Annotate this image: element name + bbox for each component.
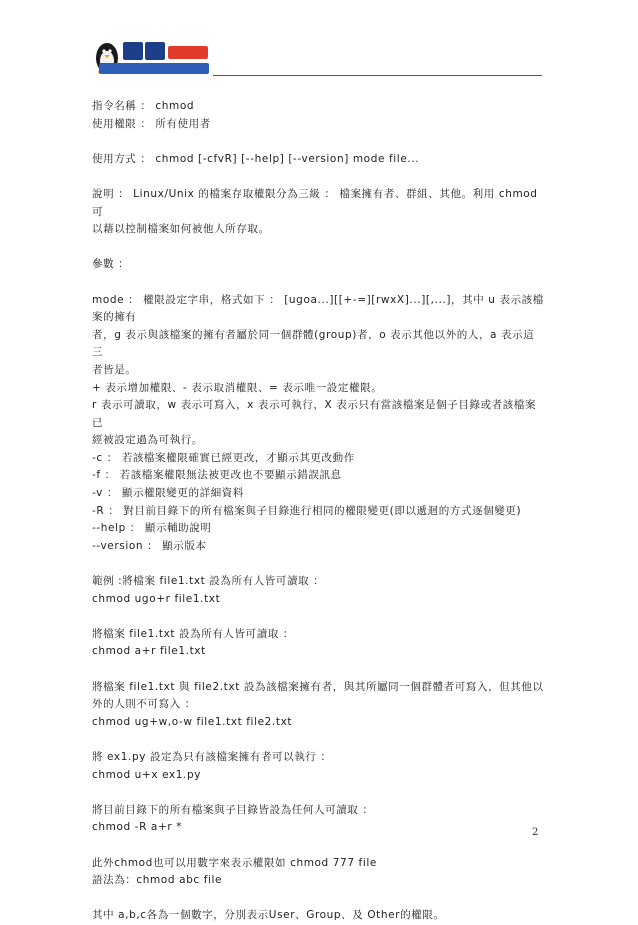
- blank-line: [92, 133, 544, 151]
- text-line: -v ： 顯示權限變更的詳細資料: [92, 487, 244, 500]
- text-line: 者，g 表示與該檔案的擁有者屬於同一個群體(group)者，o 表示其他以外的人，a 表示這三: [92, 328, 535, 359]
- text-line: 將目前目錄下的所有檔案與子目錄皆設為任何人可讀取 ：: [92, 803, 374, 816]
- text-line: chmod a+r file1.txt: [92, 645, 206, 658]
- blank-line: [92, 555, 544, 573]
- text-line: 者皆是。: [92, 363, 137, 376]
- text-line: 將檔案 file1.txt 與 file2.txt 設為該檔案擁有者，與其所屬同一個群體者可寫入，但其他以: [92, 680, 544, 693]
- blank-line: [92, 608, 544, 626]
- text-line: chmod ug+w,o-w file1.txt file2.txt: [92, 715, 293, 728]
- text-line: 語法為：chmod abc file: [92, 874, 223, 887]
- penguin-logo-icon: [93, 38, 211, 76]
- text-line: 將檔案 file1.txt 設為所有人皆可讀取 ：: [92, 627, 294, 640]
- text-line: r 表示可讀取，w 表示可寫入，x 表示可執行，X 表示只有當該檔案是個子目錄或者該檔案已: [92, 399, 537, 429]
- text-line: -f ： 若該檔案權限無法被更改也不要顯示錯誤訊息: [92, 469, 342, 482]
- blank-line: [92, 661, 544, 679]
- text-line: chmod u+x ex1.py: [92, 768, 202, 781]
- text-line: + 表示增加權限、- 表示取消權限、= 表示唯一設定權限。: [92, 381, 383, 394]
- text-line: -R ： 對目前目錄下的所有檔案與子目錄進行相同的權限變更(即以遞迴的方式逐個變更): [92, 504, 522, 517]
- page-number: 2: [532, 827, 539, 838]
- text-line: 其中 a,b,c各為一個數字，分別表示User、Group、及 Other的權限。: [92, 909, 445, 922]
- text-line: 外的人則不可寫入 ：: [92, 698, 196, 711]
- text-line: 經被設定過為可執行。: [92, 434, 203, 447]
- blank-line: [92, 837, 544, 855]
- text-line: --version ： 顯示版本: [92, 539, 207, 552]
- blank-line: [92, 784, 544, 802]
- text-line: 將 ex1.py 設定為只有該檔案擁有者可以執行 ：: [92, 750, 332, 763]
- document-body: [92, 98, 544, 925]
- text-line: --help ： 顯示輔助說明: [92, 522, 212, 535]
- text-line: 指令名稱 ： chmod: [92, 100, 195, 112]
- blank-line: [92, 239, 544, 257]
- text-line: 以藉以控制檔案如何被他人所存取。: [92, 223, 270, 236]
- text-line: 使用權限 ： 所有使用者: [92, 117, 211, 130]
- text-line: chmod -R a+r *: [92, 821, 183, 834]
- text-line: mode ： 權限設定字串，格式如下 ： [ugoa...][[+-=][rwxX]...][,...]，其中 u 表示該檔案的擁有: [92, 293, 544, 324]
- text-line: chmod ugo+r file1.txt: [92, 592, 221, 605]
- header-rule: [213, 75, 542, 76]
- text-line: 使用方式 ： chmod [-cfvR] [--help] [--version] mode file...: [92, 152, 420, 165]
- text-line: 此外chmod也可以用數字來表示權限如 chmod 777 file: [92, 856, 377, 869]
- blank-line: [92, 274, 544, 292]
- text-line: 範例 :將檔案 file1.txt 設為所有人皆可讀取 ：: [92, 575, 325, 588]
- text-line: 參數 ：: [92, 258, 130, 271]
- blank-line: [92, 890, 544, 908]
- blank-line: [92, 731, 544, 749]
- blank-line: [92, 168, 544, 186]
- text-line: 說明 ： Linux/Unix 的檔案存取權限分為三級 ： 檔案擁有者、群組、其他。利用 chmod 可: [92, 187, 542, 218]
- logo: [93, 38, 211, 76]
- text-line: -c ： 若該檔案權限確實已經更改，才顯示其更改動作: [92, 451, 355, 464]
